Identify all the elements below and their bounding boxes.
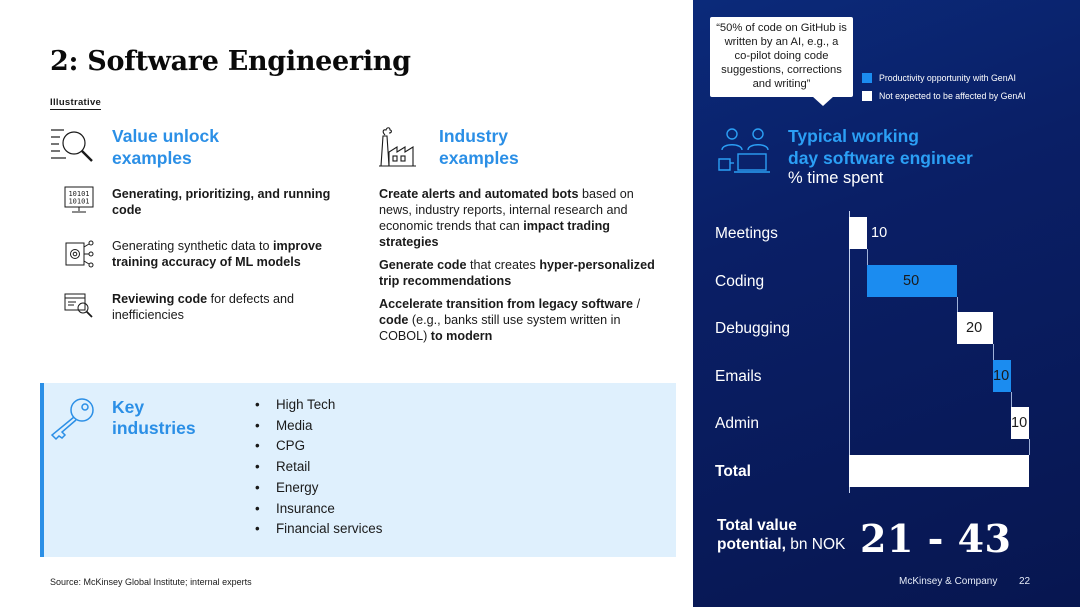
waterfall-connector bbox=[957, 297, 958, 312]
value-item-1: Generating, prioritizing, and running code bbox=[112, 187, 331, 217]
data-label: 10 bbox=[871, 225, 888, 241]
category-label: Admin bbox=[715, 415, 759, 432]
key-industries-list bbox=[255, 395, 382, 540]
people-laptop-icon bbox=[716, 126, 774, 181]
industry-examples-heading: Industry examples bbox=[439, 126, 519, 168]
illustrative-tag: Illustrative bbox=[50, 97, 102, 108]
list-item: • Media bbox=[255, 416, 382, 437]
category-label: Emails bbox=[715, 368, 762, 385]
data-label: 10 bbox=[993, 368, 1010, 384]
working-day-subtitle: % time spent bbox=[788, 169, 884, 187]
key-industries-heading: Key industries bbox=[112, 397, 196, 438]
legend-swatch-blue bbox=[862, 73, 872, 83]
legend-item-blue: Productivity opportunity with GenAI bbox=[862, 73, 1016, 83]
source-note: Source: McKinsey Global Institute; internal experts bbox=[50, 577, 252, 587]
company-name: McKinsey & Company bbox=[899, 576, 998, 587]
category-label: Debugging bbox=[715, 320, 790, 337]
working-day-title: Typical working day software engineer bbox=[788, 126, 973, 168]
svg-text:10101: 10101 bbox=[68, 190, 90, 198]
quote-callout: “50% of code on GitHub is written by an AI, e.g., a co-pilot doing code suggestions, corrections and writing” bbox=[710, 17, 853, 97]
total-value-label: Total value potential, bn NOK bbox=[717, 517, 846, 553]
waterfall-connector bbox=[993, 344, 994, 360]
category-label: Meetings bbox=[715, 225, 778, 242]
magnifier-analysis-icon bbox=[50, 126, 96, 169]
svg-text:10101: 10101 bbox=[68, 197, 90, 206]
list-item: • Energy bbox=[255, 478, 382, 499]
list-item: • Insurance bbox=[255, 499, 382, 520]
category-label: Coding bbox=[715, 273, 765, 290]
data-label: 10 bbox=[1011, 415, 1028, 431]
industry-item-1: Create alerts and automated bots based on news, industry reports, internal research and economic trends that can impact trading strategies bbox=[379, 187, 634, 249]
list-item: • High Tech bbox=[255, 395, 382, 416]
waterfall-bar bbox=[849, 217, 867, 249]
document-magnifier-icon bbox=[64, 291, 94, 324]
data-processing-icon bbox=[64, 238, 94, 273]
industry-item-3: Accelerate transition from legacy software / code (e.g., banks still use system written in COBOL) to modern bbox=[379, 297, 641, 343]
value-unlock-heading: Value unlock examples bbox=[112, 126, 219, 168]
category-label: Total bbox=[715, 463, 751, 480]
waterfall-connector bbox=[1011, 392, 1012, 407]
page-number: 22 bbox=[1019, 576, 1031, 587]
list-item: • Financial services bbox=[255, 519, 382, 540]
waterfall-bar bbox=[849, 455, 1029, 487]
waterfall-connector bbox=[867, 249, 868, 265]
legend-swatch-white bbox=[862, 91, 872, 101]
value-item-2: Generating synthetic data to improve training accuracy of ML models bbox=[112, 239, 323, 269]
industry-item-2: Generate code that creates hyper-personalized trip recommendations bbox=[379, 258, 655, 288]
list-item: • CPG bbox=[255, 436, 382, 457]
data-label: 50 bbox=[903, 273, 920, 289]
key-icon bbox=[48, 395, 98, 446]
page-title: 2: Software Engineering bbox=[50, 46, 411, 77]
legend-item-white: Not expected to be affected by GenAI bbox=[862, 91, 1026, 101]
list-item: • Retail bbox=[255, 457, 382, 478]
total-value-range: 21 - 43 bbox=[860, 516, 1012, 561]
waterfall-connector bbox=[1029, 439, 1030, 455]
factory-icon bbox=[378, 124, 426, 173]
data-label: 20 bbox=[966, 320, 983, 336]
chart-axis bbox=[849, 211, 850, 493]
quote-callout-tail bbox=[812, 96, 834, 106]
value-item-3: Reviewing code for defects and inefficiencies bbox=[112, 292, 294, 322]
binary-code-icon bbox=[64, 186, 94, 219]
